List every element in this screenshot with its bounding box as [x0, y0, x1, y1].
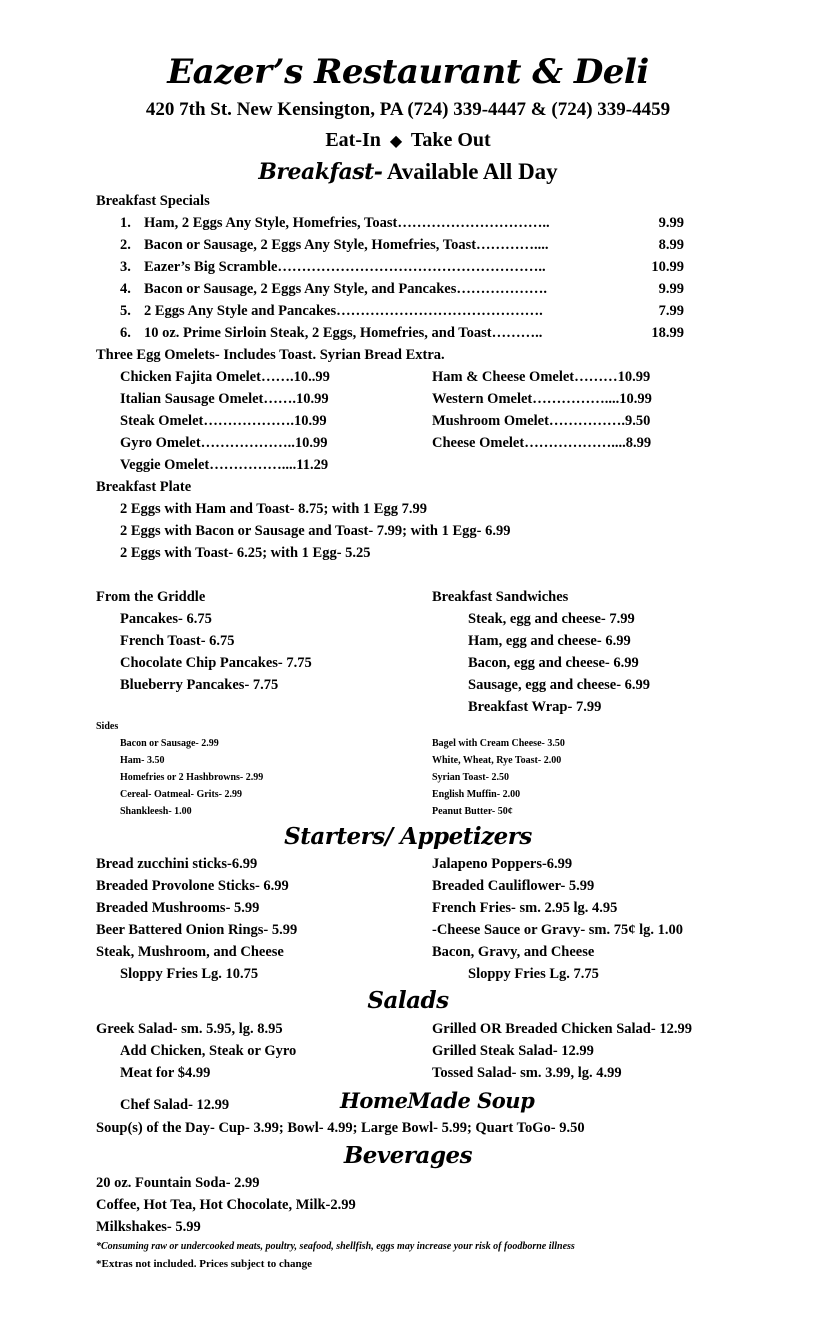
special-price: 7.99	[658, 303, 684, 319]
special-price: 9.99	[658, 281, 684, 297]
special-item: 6. 10 oz. Prime Sirloin Steak, 2 Eggs, Homefries, and Toast………..	[120, 325, 543, 341]
salad-item: Grilled Steak Salad- 12.99	[432, 1043, 594, 1059]
starters-heading: Starters/ Appetizers	[284, 823, 532, 850]
food-safety-warning: *Consuming raw or undercooked meats, poultry, seafood, shellfish, eggs may increase your risk of foodborne illness	[96, 1241, 575, 1252]
service-options	[0, 127, 816, 155]
starter-item: Sloppy Fries Lg. 7.75	[468, 966, 599, 982]
special-price: 8.99	[658, 237, 684, 253]
soup-line: Soup(s) of the Day- Cup- 3.99; Bowl- 4.99; Large Bowl- 5.99; Quart ToGo- 9.50	[96, 1120, 585, 1136]
plate-item: 2 Eggs with Bacon or Sausage and Toast- 7.99; with 1 Egg- 6.99	[120, 523, 511, 539]
salad-item: Greek Salad- sm. 5.95, lg. 8.95	[96, 1021, 283, 1037]
sandwich-item: Sausage, egg and cheese- 6.99	[468, 677, 651, 693]
griddle-item: French Toast- 6.75	[120, 633, 235, 649]
side-item: Bacon or Sausage- 2.99	[120, 738, 219, 749]
special-price: 9.99	[658, 215, 684, 231]
breakfast-heading	[0, 157, 816, 187]
starter-item: Breaded Provolone Sticks- 6.99	[96, 878, 289, 894]
starter-item: Bread zucchini sticks-6.99	[96, 856, 258, 872]
sandwich-item: Breakfast Wrap- 7.99	[468, 699, 602, 715]
beverage-item: Coffee, Hot Tea, Hot Chocolate, Milk-2.99	[96, 1197, 356, 1213]
omelet-item: Western Omelet……………....10.99	[432, 391, 652, 407]
starter-item: Breaded Mushrooms- 5.99	[96, 900, 260, 916]
starter-item: Breaded Cauliflower- 5.99	[432, 878, 595, 894]
side-item: English Muffin- 2.00	[432, 789, 521, 800]
beverages-heading: Beverages	[343, 1142, 473, 1169]
sides-label: Sides	[96, 721, 119, 732]
salad-item: Add Chicken, Steak or Gyro	[120, 1043, 297, 1059]
side-item: Bagel with Cream Cheese- 3.50	[432, 738, 565, 749]
side-item: Ham- 3.50	[120, 755, 165, 766]
sandwich-item: Steak, egg and cheese- 7.99	[468, 611, 635, 627]
restaurant-title: Eazer’s Restaurant & Deli	[167, 52, 649, 92]
plate-label: Breakfast Plate	[96, 479, 192, 495]
special-item: 1. Ham, 2 Eggs Any Style, Homefries, Toast…………………………..	[120, 215, 550, 231]
side-item: Shankleesh- 1.00	[120, 806, 192, 817]
side-item: White, Wheat, Rye Toast- 2.00	[432, 755, 562, 766]
plate-item: 2 Eggs with Toast- 6.25; with 1 Egg- 5.25	[120, 545, 371, 561]
omelet-item: Cheese Omelet………………....8.99	[432, 435, 652, 451]
side-item: Cereal- Oatmeal- Grits- 2.99	[120, 789, 242, 800]
special-item: 3. Eazer’s Big Scramble………………………………………………..	[120, 259, 546, 275]
starter-item: Bacon, Gravy, and Cheese	[432, 944, 595, 960]
omelets-label: Three Egg Omelets- Includes Toast. Syrian Bread Extra.	[96, 347, 445, 363]
eat-in-label: Eat-In	[325, 129, 381, 151]
breakfast-heading-rest: Available All Day	[382, 159, 558, 184]
restaurant-address: 420 7th St. New Kensington, PA (724) 339-4447 & (724) 339-4459	[145, 99, 671, 120]
omelet-item: Steak Omelet……………….10.99	[120, 413, 327, 429]
side-item: Homefries or 2 Hashbrowns- 2.99	[120, 772, 264, 783]
starter-item: Steak, Mushroom, and Cheese	[96, 944, 284, 960]
sandwich-item: Ham, egg and cheese- 6.99	[468, 633, 631, 649]
special-price: 18.99	[651, 325, 684, 341]
omelet-item: Ham & Cheese Omelet………10.99	[432, 369, 651, 385]
diamond-icon: ◆	[389, 133, 403, 150]
salads-heading: Salads	[367, 987, 449, 1014]
beverage-item: 20 oz. Fountain Soda- 2.99	[96, 1175, 260, 1191]
side-item: Syrian Toast- 2.50	[432, 772, 509, 783]
salad-item: Grilled OR Breaded Chicken Salad- 12.99	[432, 1021, 692, 1037]
omelet-item: Veggie Omelet……………....11.29	[120, 457, 329, 473]
special-item: 4. Bacon or Sausage, 2 Eggs Any Style, and Pancakes……………….	[120, 281, 547, 297]
griddle-item: Chocolate Chip Pancakes- 7.75	[120, 655, 312, 671]
special-item: 2. Bacon or Sausage, 2 Eggs Any Style, Homefries, Toast…………....	[120, 237, 549, 253]
salad-item: Tossed Salad- sm. 3.99, lg. 4.99	[432, 1065, 622, 1081]
beverage-item: Milkshakes- 5.99	[96, 1219, 201, 1235]
griddle-label: From the Griddle	[96, 589, 206, 605]
griddle-item: Pancakes- 6.75	[120, 611, 212, 627]
sandwiches-label: Breakfast Sandwiches	[432, 589, 569, 605]
starter-item: French Fries- sm. 2.95 lg. 4.95	[432, 900, 618, 916]
specials-label: Breakfast Specials	[96, 193, 210, 209]
salad-item: Chef Salad- 12.99	[120, 1097, 230, 1113]
special-item: 5. 2 Eggs Any Style and Pancakes…………………………………….	[120, 303, 543, 319]
soup-heading: HomeMade Soup	[340, 1088, 535, 1113]
starter-item: -Cheese Sauce or Gravy- sm. 75¢ lg. 1.00	[432, 922, 684, 938]
starter-item: Jalapeno Poppers-6.99	[432, 856, 573, 872]
breakfast-heading-script: Breakfast-	[258, 159, 383, 185]
starter-item: Sloppy Fries Lg. 10.75	[120, 966, 259, 982]
take-out-label: Take Out	[410, 129, 491, 151]
side-item: Peanut Butter- 50¢	[432, 806, 513, 817]
extras-note: *Extras not included. Prices subject to change	[96, 1258, 313, 1270]
starter-item: Beer Battered Onion Rings- 5.99	[96, 922, 298, 938]
special-price: 10.99	[651, 259, 684, 275]
omelet-item: Italian Sausage Omelet…….10.99	[120, 391, 329, 407]
omelet-item: Mushroom Omelet…………….9.50	[432, 413, 651, 429]
omelet-item: Gyro Omelet………………..10.99	[120, 435, 328, 451]
griddle-item: Blueberry Pancakes- 7.75	[120, 677, 279, 693]
plate-item: 2 Eggs with Ham and Toast- 8.75; with 1 Egg 7.99	[120, 501, 427, 517]
omelet-item: Chicken Fajita Omelet…….10..99	[120, 369, 330, 385]
sandwich-item: Bacon, egg and cheese- 6.99	[468, 655, 639, 671]
salad-item: Meat for $4.99	[120, 1065, 211, 1081]
